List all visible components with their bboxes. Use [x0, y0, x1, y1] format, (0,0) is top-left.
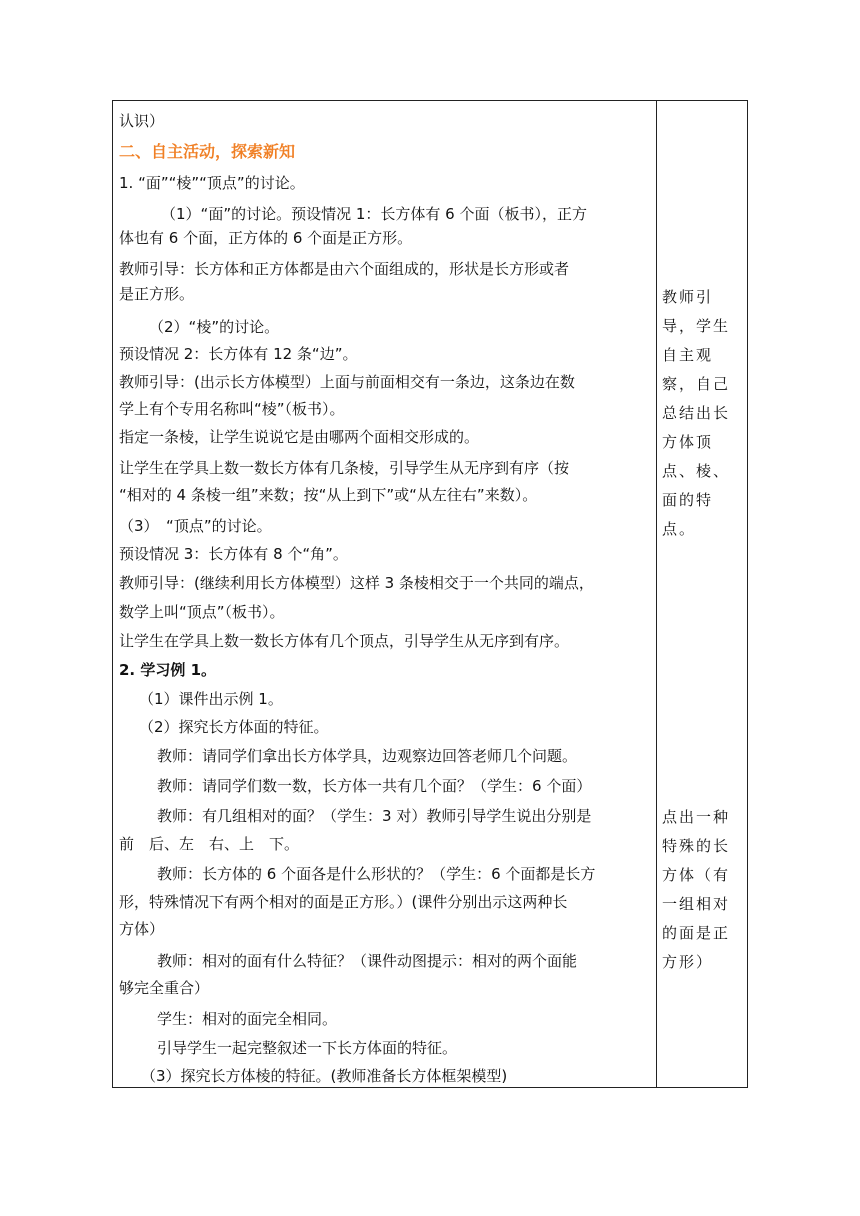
text-line: 预设情况 2：长方体有 12 条“边”。 — [119, 345, 358, 363]
text-line: 数学上叫“顶点”（板书）。 — [119, 603, 285, 621]
text-line: 教师：长方体的 6 个面各是什么形状的？（学生：6 个面都是长方 — [157, 865, 596, 883]
text-line: （3） “顶点”的讨论。 — [119, 517, 272, 535]
side-note-line: 面的特 — [662, 491, 714, 509]
side-note-line: 特殊的长 — [662, 837, 731, 855]
text-line: 是正方形。 — [119, 285, 195, 303]
text-line: 教师：相对的面有什么特征？（课件动图提示：相对的两个面能 — [157, 952, 578, 970]
text-line: 指定一条棱，让学生说说它是由哪两个面相交形成的。 — [119, 428, 480, 446]
subsection-title: 1. “面”“棱”“顶点”的讨论。 — [119, 174, 305, 192]
text-line: 教师引导：(出示长方体模型）上面与前面相交有一条边，这条边在数 — [119, 373, 575, 391]
text-line: 学上有个专用名称叫“棱”（板书）。 — [119, 400, 345, 418]
side-note-line: 自主观 — [662, 346, 714, 364]
section-heading: 二、自主活动，探索新知 — [119, 142, 296, 161]
side-note-line: 方体顶 — [662, 433, 714, 451]
text-line: 教师：请同学们拿出长方体学具，边观察边回答老师几个问题。 — [157, 747, 578, 765]
text-line: 形，特殊情况下有两个相对的面是正方形。）(课件分别出示这两种长 — [119, 893, 568, 911]
text-line: （1）“面”的讨论。预设情况 1：长方体有 6 个面（板书），正方 — [161, 205, 587, 223]
text-line: 学生：相对的面完全相同。 — [157, 1010, 338, 1028]
side-note-line: 点、棱、 — [662, 462, 731, 480]
text-line: 够完全重合） — [119, 979, 210, 997]
side-note-line: 教师引 — [662, 288, 714, 306]
side-note-line: 点。 — [662, 520, 697, 538]
text-line: 让学生在学具上数一数长方体有几条棱，引导学生从无序到有序（按 — [119, 459, 570, 477]
text-line: 引导学生一起完整叙述一下长方体面的特征。 — [157, 1039, 458, 1057]
text-line: 前 后、左 右、上 下。 — [119, 835, 300, 853]
side-note-line: 一组相对 — [662, 895, 731, 913]
text-line: 认识） — [119, 112, 165, 130]
text-line: 教师引导：长方体和正方体都是由六个面组成的，形状是长方形或者 — [119, 260, 570, 278]
text-line: （1）课件出示例 1。 — [139, 690, 283, 708]
side-note-line: 点出一种 — [662, 808, 731, 826]
text-line: （2）探究长方体面的特征。 — [139, 718, 329, 736]
subsection-title: 2. 学习例 1。 — [119, 661, 217, 679]
column-divider — [656, 101, 657, 1087]
side-note-line: 导，学生 — [662, 317, 731, 335]
side-note-line: 总结出长 — [662, 404, 731, 422]
text-line: 方体） — [119, 920, 165, 938]
text-line: 教师引导：(继续利用长方体模型）这样 3 条棱相交于一个共同的端点， — [119, 574, 594, 592]
text-line: （3）探究长方体棱的特征。(教师准备长方体框架模型) — [141, 1067, 508, 1085]
side-note-line: 方体（有 — [662, 866, 731, 884]
text-line: 教师：有几组相对的面？（学生：3 对）教师引导学生说出分别是 — [157, 807, 592, 825]
lesson-table — [112, 100, 748, 1088]
side-note-line: 的面是正 — [662, 924, 731, 942]
text-line: 让学生在学具上数一数长方体有几个顶点，引导学生从无序到有序。 — [119, 632, 570, 650]
text-line: 预设情况 3：长方体有 8 个“角”。 — [119, 545, 348, 563]
text-line: （2）“棱”的讨论。 — [149, 318, 280, 336]
text-line: 教师：请同学们数一数，长方体一共有几个面？（学生：6 个面） — [157, 777, 592, 795]
side-note-line: 方形） — [662, 953, 714, 971]
text-line: “相对的 4 条棱一组”来数；按“从上到下”或“从左往右”来数）。 — [119, 486, 538, 504]
text-line: 体也有 6 个面，正方体的 6 个面是正方形。 — [119, 229, 413, 247]
side-note-line: 察，自己 — [662, 375, 731, 393]
